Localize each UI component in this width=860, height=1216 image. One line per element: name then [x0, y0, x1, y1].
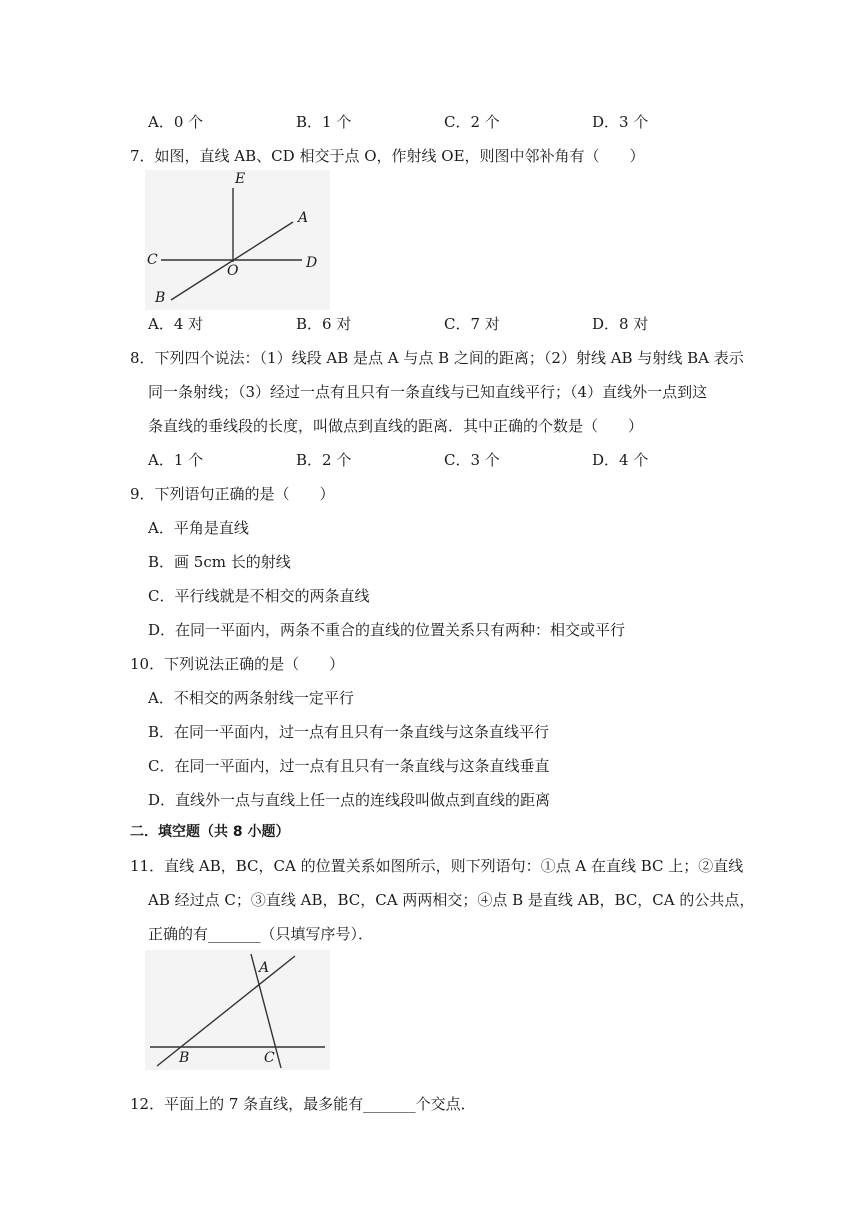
label-e: E	[235, 171, 246, 187]
q12-stem: 12．平面上的 7 条直线，最多能有_______个交点．	[130, 1095, 476, 1113]
q7-option-d: D．8 对	[592, 315, 649, 333]
q7-option-b: B．6 对	[296, 315, 352, 333]
q9-option-b: B．画 5cm 长的射线	[148, 553, 291, 571]
label-o: O	[227, 263, 239, 279]
q9-option-c: C．平行线就是不相交的两条直线	[148, 587, 370, 605]
q10-option-d: D．直线外一点与直线上任一点的连线段叫做点到直线的距离	[148, 791, 551, 809]
label-c: C	[147, 252, 158, 268]
q7-option-c: C．7 对	[444, 315, 500, 333]
q9-option-d: D．在同一平面内，两条不重合的直线的位置关系只有两种：相交或平行	[148, 621, 626, 639]
q8-option-a: A．1 个	[148, 451, 204, 469]
q8-line-2: 同一条射线；（3）经过一点有且只有一条直线与已知直线平行；（4）直线外一点到这	[148, 383, 708, 401]
q8-option-b: B．2 个	[296, 451, 352, 469]
q6-option-b: B．1 个	[296, 113, 352, 131]
q10-option-c: C．在同一平面内，过一点有且只有一条直线与这条直线垂直	[148, 757, 550, 775]
q11-line-2: AB 经过点 C；③直线 AB，BC，CA 两两相交；④点 B 是直线 AB，BC，CA 的公共点，	[148, 891, 755, 909]
label-b: B	[155, 290, 166, 306]
q6-option-c: C．2 个	[444, 113, 500, 131]
q6-option-d: D．3 个	[592, 113, 649, 131]
q8-line-3: 条直线的垂线段的长度，叫做点到直线的距离．其中正确的个数是（ ）	[148, 417, 644, 435]
q7-figure	[145, 170, 330, 310]
section-2-heading: 二．填空题（共 8 小题）	[130, 824, 290, 840]
q7-option-a: A．4 对	[148, 315, 204, 333]
q6-option-a: A．0 个	[148, 113, 204, 131]
q11-figure-background	[145, 950, 330, 1070]
q10-option-a: A．不相交的两条射线一定平行	[148, 689, 354, 707]
q11-line-3: 正确的有_______（只填写序号）．	[148, 925, 374, 943]
q9-option-a: A．平角是直线	[148, 519, 249, 537]
q11-figure	[145, 950, 330, 1070]
q8-option-c: C．3 个	[444, 451, 500, 469]
q9-stem: 9．下列语句正确的是（ ）	[130, 485, 335, 503]
label-a: A	[298, 210, 309, 226]
q10-option-b: B．在同一平面内，过一点有且只有一条直线与这条直线平行	[148, 723, 550, 741]
q11-line-1: 11．直线 AB，BC，CA 的位置关系如图所示，则下列语句：①点 A 在直线 BC 上；②直线	[130, 857, 744, 875]
label-a: A	[259, 960, 270, 976]
q10-stem: 10．下列说法正确的是（ ）	[130, 655, 345, 673]
q8-option-d: D．4 个	[592, 451, 649, 469]
q8-line-1: 8．下列四个说法：（1）线段 AB 是点 A 与点 B 之间的距离；（2）射线 AB 与射线 BA 表示	[130, 349, 744, 367]
label-b: B	[179, 1050, 190, 1066]
q7-figure-background	[145, 170, 330, 310]
label-d: D	[306, 255, 318, 271]
label-c: C	[264, 1050, 275, 1066]
q7-stem: 7．如图，直线 AB、CD 相交于点 O，作射线 OE，则图中邻补角有（ ）	[130, 147, 645, 165]
